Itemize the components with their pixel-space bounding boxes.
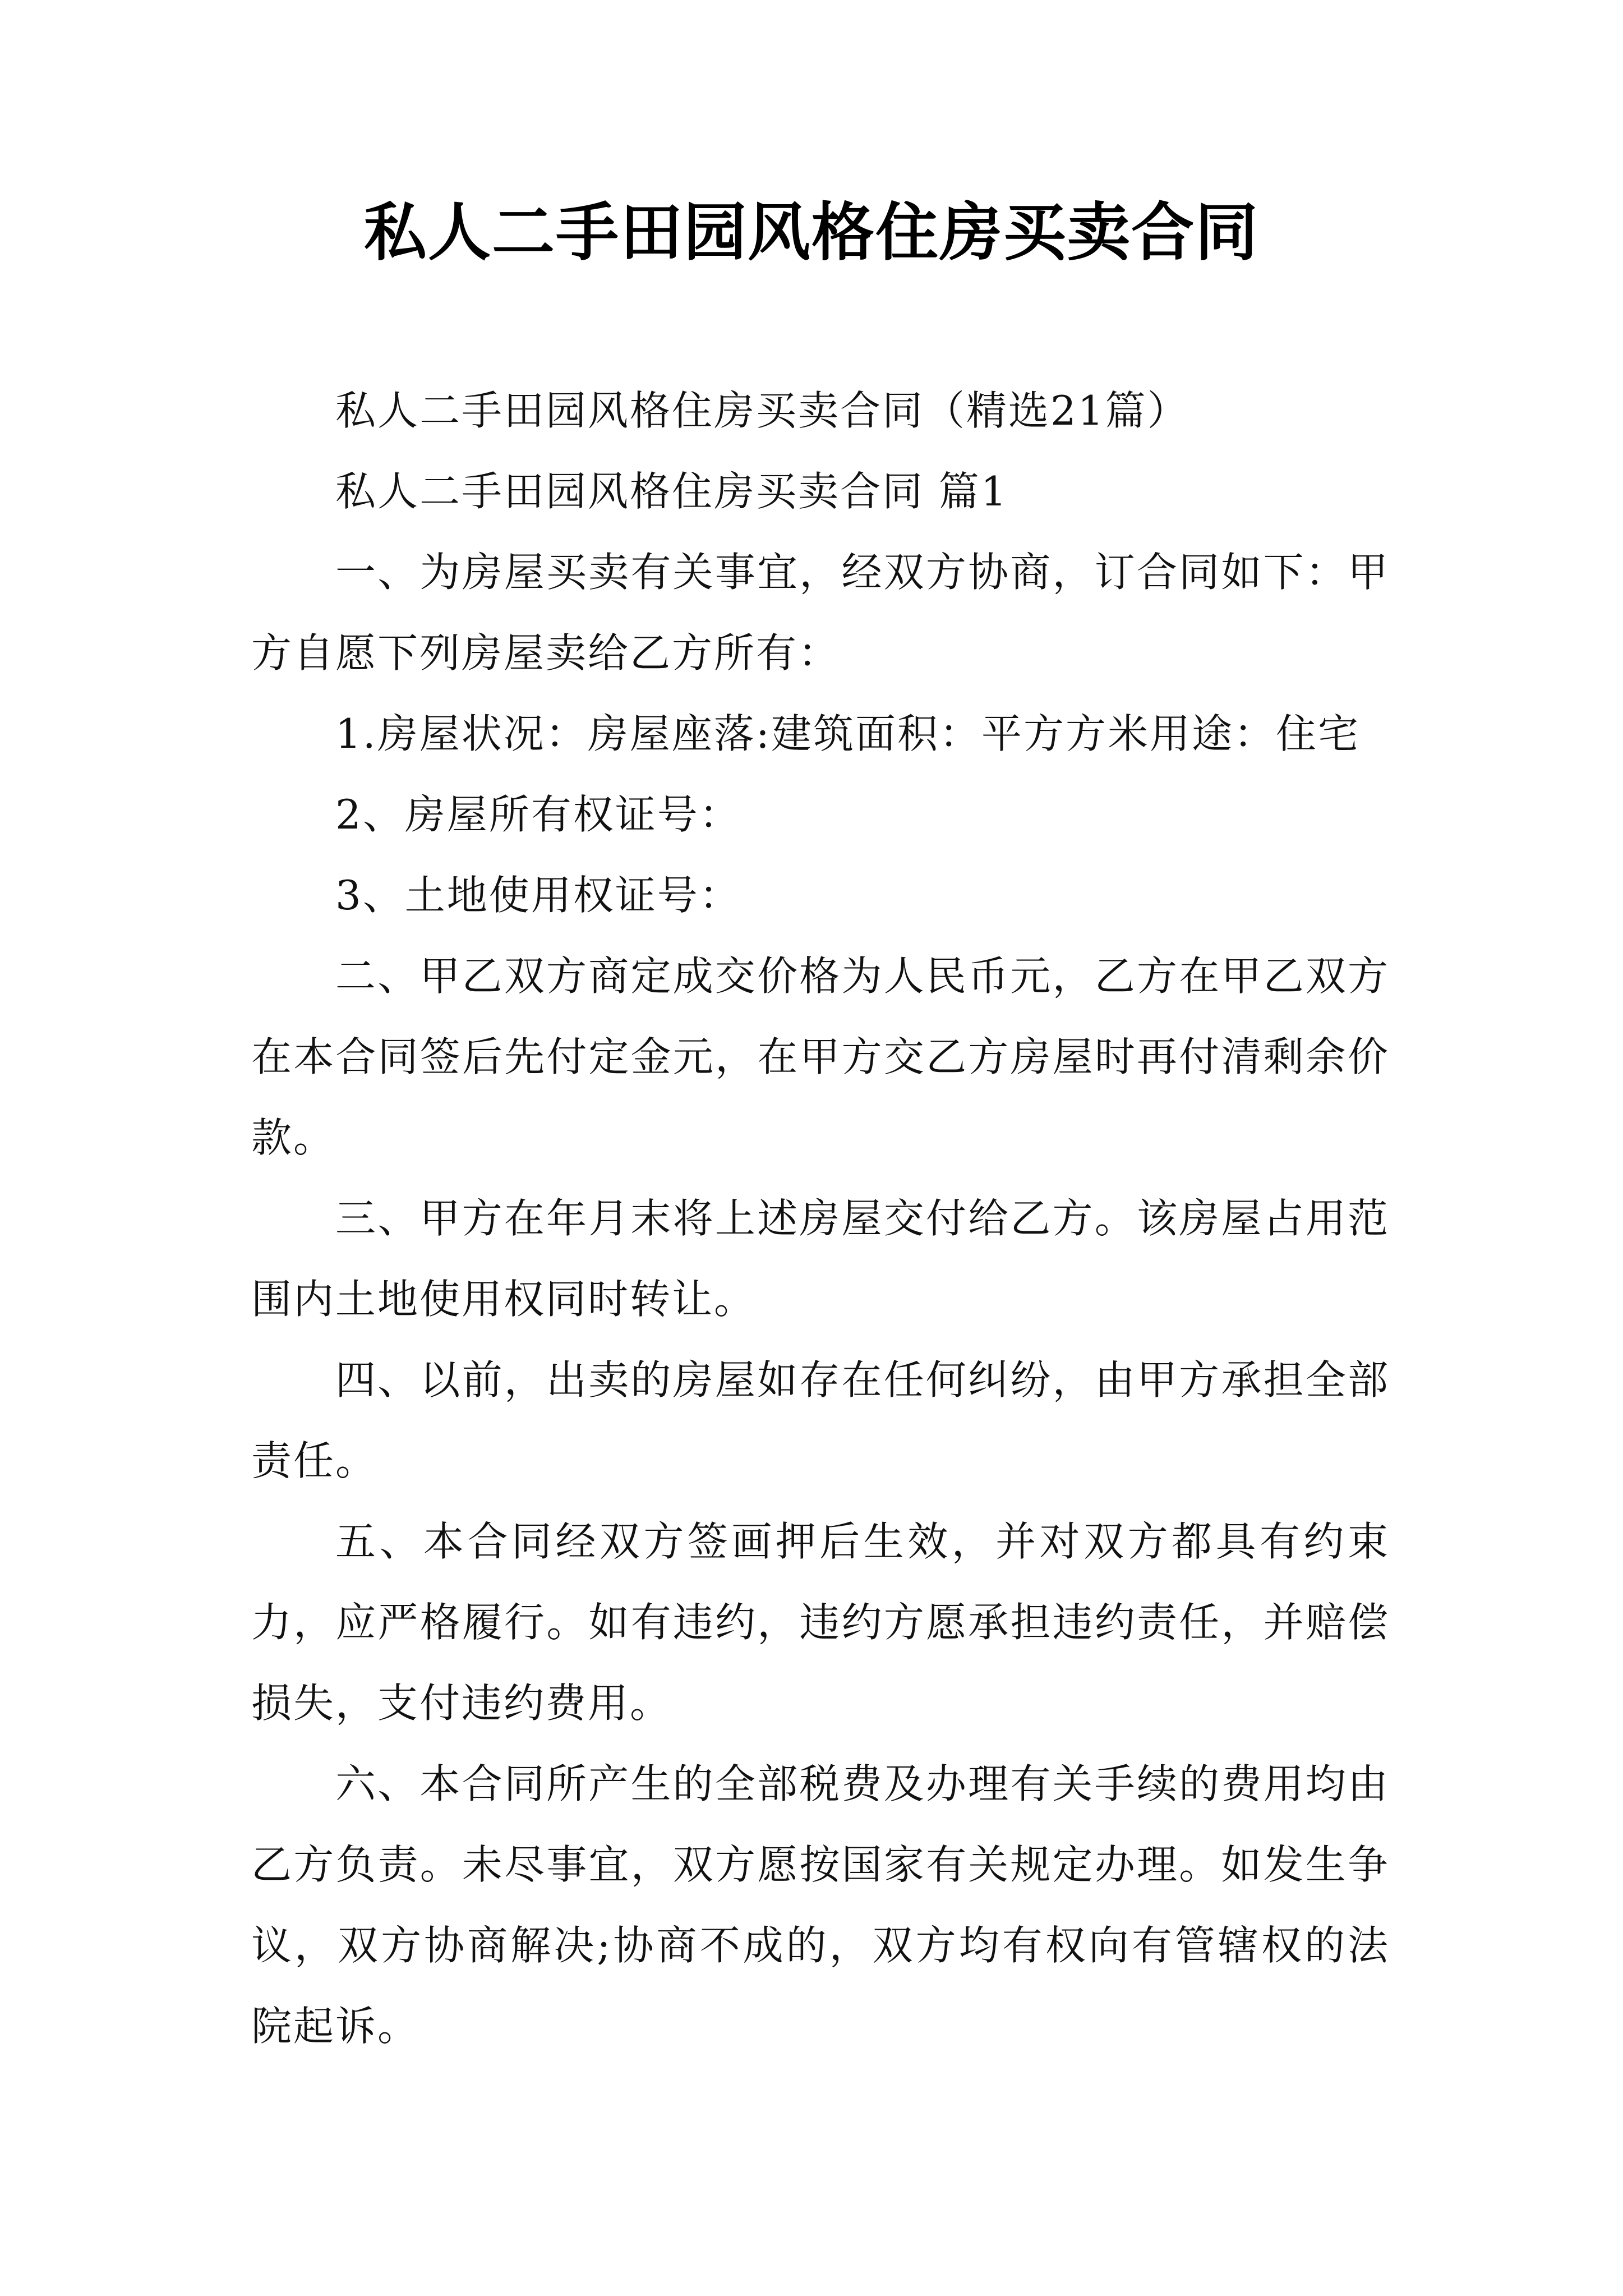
paragraph-clause-4: 四、以前，出卖的房屋如存在任何纠纷，由甲方承担全部责任。	[251, 1356, 1390, 1484]
paragraph-item-3: 3、土地使用权证号：	[335, 872, 741, 919]
paragraph-clause-3: 三、甲方在年月末将上述房屋交付给乙方。该房屋占用范围内土地使用权同时转让。	[251, 1195, 1390, 1323]
paragraph-item-2: 2、房屋所有权证号：	[335, 791, 741, 838]
document-title: 私人二手田园风格住房买卖合同	[364, 196, 1259, 269]
paragraph-section-heading: 私人二手田园风格住房买卖合同 篇1	[335, 468, 1008, 515]
paragraph-subtitle: 私人二手田园风格住房买卖合同（精选21篇）	[335, 387, 1189, 434]
paragraph-clause-2: 二、甲乙双方商定成交价格为人民币元，乙方在甲乙双方在本合同签后先付定金元，在甲方交乙方房屋时再付清剩余价款。	[251, 953, 1390, 1161]
paragraph-clause-1: 一、为房屋买卖有关事宜，经双方协商，订合同如下：甲方自愿下列房屋卖给乙方所有：	[251, 549, 1390, 677]
paragraph-clause-5: 五、本合同经双方签画押后生效，并对双方都具有约束力，应严格履行。如有违约，违约方愿承担违约责任，并赔偿损失，支付违约费用。	[251, 1518, 1390, 1727]
document-body	[251, 370, 1390, 2067]
paragraph-clause-6: 六、本合同所产生的全部税费及办理有关手续的费用均由乙方负责。未尽事宜，双方愿按国家有关规定办理。如发生争议，双方协商解决;协商不成的，双方均有权向有管辖权的法院起诉。	[251, 1760, 1390, 2050]
paragraph-item-1: 1.房屋状况：房屋座落:建筑面积：平方方米用途：住宅	[335, 710, 1360, 757]
